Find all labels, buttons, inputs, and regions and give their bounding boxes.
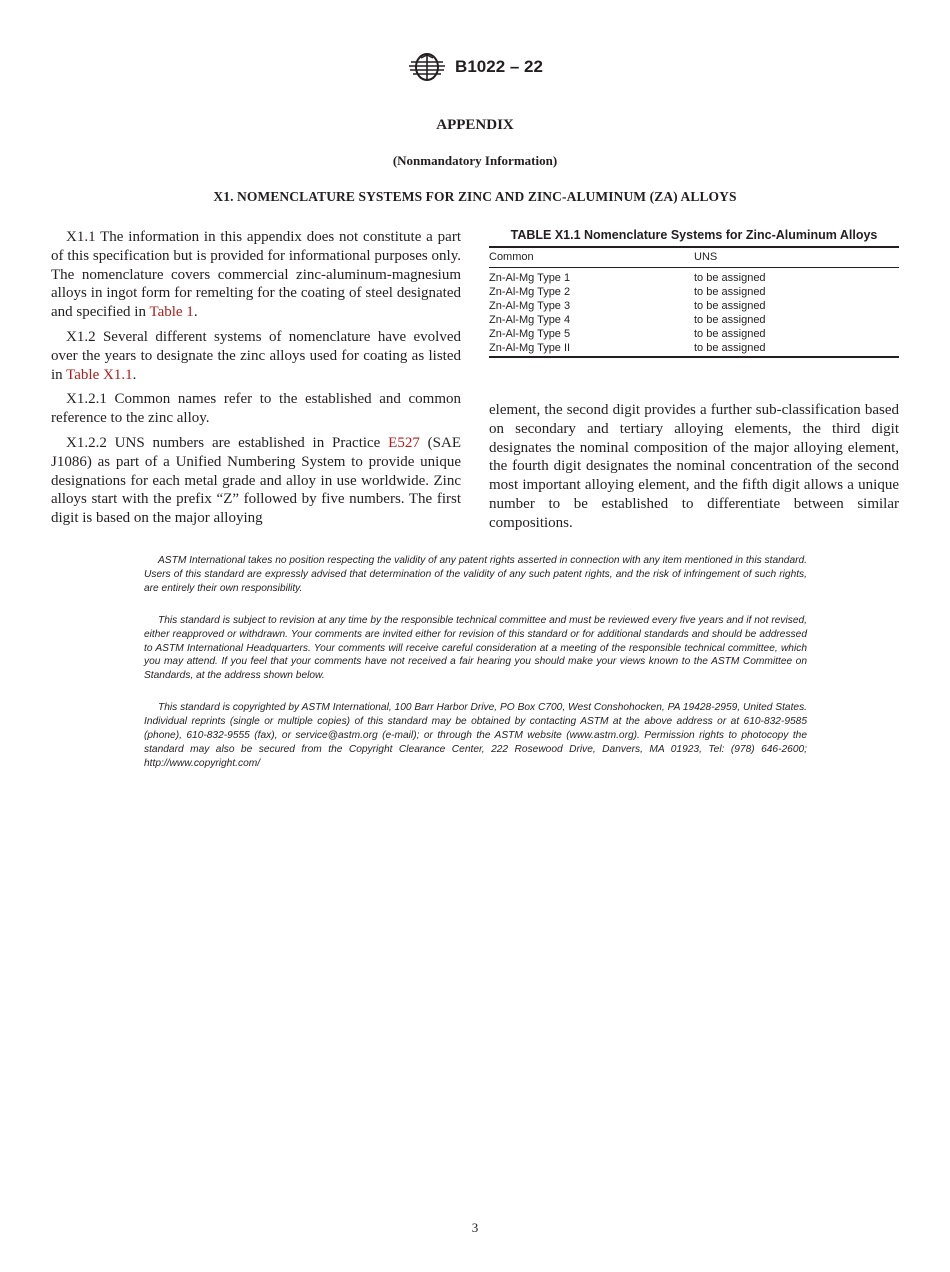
appendix-subtitle: (Nonmandatory Information)	[392, 153, 558, 168]
uns-cell: to be assigned	[694, 286, 766, 298]
paragraph-end: (SAE J1086) as part of a Unified Numbering System to provide unique designations for each metal grade and alloy in use worldwide. Zinc alloys start with the prefix “Z” followed by five numbers. The first digit is based on the major alloying	[51, 434, 461, 527]
common-cell: Zn-Al-Mg Type II	[489, 342, 571, 354]
uns-cell: to be assigned	[694, 314, 766, 326]
table-row	[489, 268, 899, 286]
table-row	[489, 341, 899, 357]
astm-logo-icon	[407, 50, 447, 84]
paragraph-x1-2-2	[51, 434, 461, 528]
paragraph-x1-2-1: X1.2.1 Common names refer to the established and common reference to the zinc alloy.	[51, 391, 461, 427]
uns-cell: to be assigned	[694, 328, 766, 340]
common-cell: Zn-Al-Mg Type 3	[489, 300, 571, 312]
paragraph-x1-2-2-continued: element, the second digit provides a further sub-classification based on secondary and tertiary alloying elements, the third digit designates the nominal composition of the major alloying element, the fourth digit designates the nominal concentration of the second most important alloying element, and the fifth digit allows a unique number to be established to differentiate between similar compositions.	[489, 402, 899, 531]
column-header-uns: UNS	[694, 251, 718, 263]
paragraph-end: .	[132, 366, 137, 383]
column-header-common: Common	[489, 251, 534, 263]
common-cell: Zn-Al-Mg Type 1	[489, 272, 571, 284]
paragraph-text: X1.1 The information in this appendix does not constitute a part of this specification but is provided for informational purposes only. The nomenclature covers commercial zinc-aluminum-magnesium alloys in ingot form for remelting for the coating of steel designated and specified in	[51, 229, 461, 321]
table-1-link[interactable]: Table 1	[149, 304, 194, 321]
left-column	[51, 228, 461, 534]
astm-notices	[144, 554, 807, 789]
nomenclature-table-block	[489, 228, 899, 358]
table-title: TABLE X1.1 Nomenclature Systems for Zinc-Aluminum Alloys	[510, 228, 878, 242]
table-row	[489, 327, 899, 341]
paragraph-end: .	[193, 304, 198, 321]
paragraph-text: X1.2.2 UNS numbers are established in Practice	[66, 434, 389, 451]
uns-cell: to be assigned	[694, 342, 766, 354]
paragraph-x1-1	[51, 228, 461, 322]
right-column	[489, 401, 899, 533]
paragraph-text: X1.2 Several different systems of nomenclature have evolved over the years to designate the zinc alloys used for coating as listed in	[51, 328, 461, 383]
page-header	[0, 50, 950, 90]
table-row	[489, 313, 899, 327]
nomenclature-table	[489, 246, 899, 358]
copyright-notice: This standard is copyrighted by ASTM International, 100 Barr Harbor Drive, PO Box C700, West Conshohocken, PA 19428-2959, United States. Individual reprints (single or multiple copies) of this standard may be obtained by contacting ASTM at the above address or at 610-832-9585 (phone), 610-832-9555 (fax), or service@astm.org (e-mail); or through the ASTM website (www.astm.org). Permission rights to photocopy the standard may also be secured from the Copyright Clearance Center, 222 Rosewood Drive, Danvers, MA 01923, Tel: (978) 646-2600; http://www.copyright.com/	[144, 702, 807, 769]
document-id: B1022 – 22	[455, 57, 543, 76]
uns-cell: to be assigned	[694, 300, 766, 312]
paragraph-x1-2	[51, 328, 461, 384]
common-cell: Zn-Al-Mg Type 5	[489, 328, 571, 340]
e527-link[interactable]: E527	[388, 434, 420, 451]
table-row	[489, 299, 899, 313]
common-cell: Zn-Al-Mg Type 2	[489, 286, 571, 298]
table-row	[489, 285, 899, 299]
revision-notice: This standard is subject to revision at any time by the responsible technical committee and must be reviewed every five years and if not revised, either reapproved or withdrawn. Your comments are invited either for revision of this standard or for additional standards and should be addressed to ASTM International Headquarters. Your comments will receive careful consideration at a meeting of the responsible technical committee, which you may attend. If you feel that your comments have not received a fair hearing you should make your views known to the ASTM Committee on Standards, at the address shown below.	[144, 614, 807, 682]
page-number: 3	[471, 1220, 479, 1235]
appendix-title: APPENDIX	[436, 117, 514, 133]
table-header-row	[489, 247, 899, 268]
table-x1-1-link[interactable]: Table X1.1	[66, 366, 133, 383]
uns-cell: to be assigned	[694, 272, 766, 284]
common-cell: Zn-Al-Mg Type 4	[489, 314, 571, 326]
patent-notice: ASTM International takes no position respecting the validity of any patent rights asserted in connection with any item mentioned in this standard. Users of this standard are expressly advised that determination of the validity of any such patent rights, and the risk of infringement of such rights, are entirely their own responsibility.	[144, 555, 807, 594]
section-heading: X1. NOMENCLATURE SYSTEMS FOR ZINC AND ZINC-ALUMINUM (ZA) ALLOYS	[213, 189, 737, 204]
